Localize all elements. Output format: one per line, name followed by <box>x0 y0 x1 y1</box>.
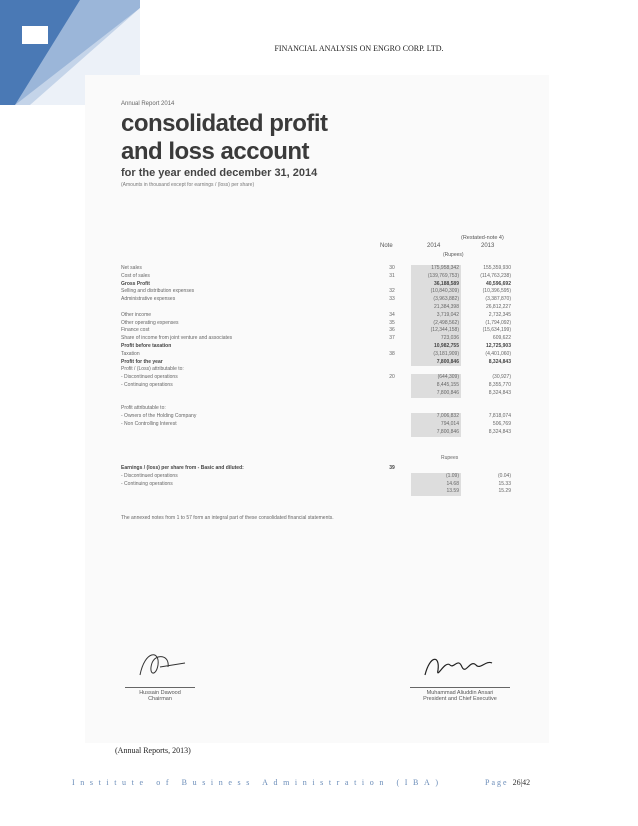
signature-ceo <box>410 645 510 702</box>
signature-ceo-name: Muhammad Aliuddin Ansari <box>426 690 494 696</box>
table-row <box>121 405 521 413</box>
row-value-2014: (3,181,909) <box>411 351 461 359</box>
row-value-2013: 40,596,692 <box>485 280 511 287</box>
row-label: - Discontinued operations <box>121 472 178 479</box>
row-note: 39 <box>389 465 395 471</box>
row-value-2013: (1,794,092) <box>485 319 511 326</box>
row-value-2013: 8,324,843 <box>488 389 511 396</box>
table-row <box>121 374 521 382</box>
corner-box <box>22 26 48 44</box>
annual-report-label: Annual Report 2014 <box>121 101 175 107</box>
row-label: Profit attributable to: <box>121 405 166 412</box>
row-label: - Non Controlling Interest <box>121 420 177 427</box>
row-value-2014: (3,963,882) <box>411 296 461 304</box>
row-note: 31 <box>389 272 395 279</box>
row-label: Earnings / (loss) per share from - Basic and diluted: <box>121 465 244 471</box>
col-2013-header: 2013 <box>481 243 495 249</box>
table-row <box>121 390 521 398</box>
row-note: 36 <box>389 327 395 334</box>
rupees-header: (Rupees) <box>443 252 464 258</box>
page-header-title: FINANCIAL ANALYSIS ON ENGRO CORP. LTD. <box>274 44 444 53</box>
row-value-2014: (10,840,309) <box>411 288 461 296</box>
row-note: 33 <box>389 296 395 303</box>
row-value-2014: 13.59 <box>411 488 461 496</box>
row-label: Profit before taxation <box>121 342 172 349</box>
row-value-2013: 8,355,770 <box>488 381 511 388</box>
row-value-2013: 506,769 <box>492 420 511 427</box>
row-value-2013: (15,634,199) <box>482 327 511 334</box>
row-value-2014: (139,769,753) <box>411 273 461 281</box>
figure-caption: (Annual Reports, 2013) <box>115 746 191 755</box>
signature-chairman-name: Hussain Dawood <box>139 690 181 696</box>
row-label: Administrative expenses <box>121 296 176 303</box>
row-label: Cost of sales <box>121 272 150 279</box>
row-value-2013: 12,725,903 <box>485 342 511 349</box>
signature-chairman <box>125 645 195 702</box>
row-label: - Continuing operations <box>121 381 173 388</box>
row-value-2013: 7,818,074 <box>488 413 511 420</box>
statement-subtitle: for the year ended december 31, 2014 <box>121 167 318 179</box>
amounts-note: (Amounts in thousand except for earnings / (loss) per share) <box>121 182 255 188</box>
table-row <box>121 465 521 473</box>
row-value-2013: 15.33 <box>498 480 511 487</box>
row-value-2014: (2,498,562) <box>411 320 461 328</box>
row-value-2014: 794,014 <box>411 421 461 429</box>
table-row <box>121 296 521 304</box>
table-row <box>121 265 521 273</box>
row-value-2014: 7,800,846 <box>411 390 461 398</box>
row-value-2014: 10,982,755 <box>411 343 461 351</box>
row-note: 35 <box>389 319 395 326</box>
row-label: Profit for the year <box>121 358 163 365</box>
row-value-2013: 2,732,345 <box>488 311 511 318</box>
row-note: 32 <box>389 288 395 295</box>
row-value-2013: 26,812,227 <box>485 303 511 310</box>
row-value-2014: 7,800,846 <box>411 429 461 437</box>
table-row <box>121 488 521 496</box>
row-value-2013: (114,763,238) <box>480 272 511 279</box>
table-row <box>121 429 521 437</box>
row-value-2014: (12,344,158) <box>411 327 461 335</box>
row-value-2013: 8,324,843 <box>488 358 511 365</box>
row-value-2013: 15.29 <box>498 488 511 495</box>
row-value-2014: 7,006,832 <box>411 413 461 421</box>
table-row <box>121 421 521 429</box>
row-label: Net sales <box>121 265 142 271</box>
row-label: Finance cost <box>121 327 150 334</box>
row-value-2013: (4,401,060) <box>485 350 511 357</box>
row-value-2014: (1.09) <box>411 473 461 481</box>
table-row <box>121 304 521 312</box>
table-row <box>121 366 521 374</box>
row-value-2013: (10,396,595) <box>482 288 511 295</box>
row-value-2013: 155,359,930 <box>483 265 511 271</box>
statement-footnote: The annexed notes from 1 to 57 form an integral part of these consolidated financial statements. <box>121 515 334 521</box>
row-value-2013: 609,622 <box>492 335 511 342</box>
table-row <box>121 273 521 281</box>
row-note: 37 <box>389 335 395 342</box>
table-row <box>121 327 521 335</box>
statement-title-line1: consolidated profit <box>121 110 328 137</box>
table-row <box>121 343 521 351</box>
row-note: 20 <box>389 374 395 381</box>
table-row <box>121 351 521 359</box>
signature-chairman-mark <box>130 645 190 685</box>
row-note: 34 <box>389 311 395 318</box>
row-label: Share of income from joint venture and associates <box>121 335 233 342</box>
signature-ceo-title: President and Chief Executive <box>423 696 497 702</box>
row-label: - Discontinued operations <box>121 374 178 381</box>
table-row <box>121 288 521 296</box>
signature-chairman-title: Chairman <box>148 696 172 702</box>
row-note: 30 <box>389 265 395 271</box>
table-row <box>121 382 521 390</box>
col-note-header: Note <box>380 243 393 249</box>
row-label: Profit / (Loss) attributable to: <box>121 366 184 373</box>
col-2014-header: 2014 <box>427 243 441 249</box>
statement-title-line2: and loss account <box>121 138 310 165</box>
footer-page-label: Page <box>485 778 509 787</box>
row-label: - Continuing operations <box>121 480 173 487</box>
signature-ceo-mark <box>420 645 500 685</box>
table-row <box>121 359 521 367</box>
scanned-statement-image <box>85 75 549 743</box>
row-value-2014: 8,445,155 <box>411 382 461 390</box>
row-label: Taxation <box>121 350 140 357</box>
row-value-2013: (30,927) <box>492 374 511 381</box>
statement-table <box>121 235 521 495</box>
row-value-2014: 21,384,398 <box>411 304 461 312</box>
table-row <box>121 398 521 406</box>
row-value-2014: 7,800,846 <box>411 359 461 367</box>
col-restated-header: (Restated-note 4) <box>461 235 504 241</box>
row-value-2013: 8,324,843 <box>488 428 511 435</box>
table-row <box>121 312 521 320</box>
table-row <box>121 281 521 289</box>
row-value-2014: 3,719,042 <box>411 312 461 320</box>
row-label: Other income <box>121 311 152 318</box>
footer-page-number: 26|42 <box>512 778 531 787</box>
table-row <box>121 473 521 481</box>
table-row <box>121 335 521 343</box>
rupees-label: Rupees <box>441 455 459 461</box>
footer-institute: Institute of Business Administration (IBA) <box>72 778 444 787</box>
row-label: Gross Profit <box>121 280 150 287</box>
table-row <box>121 320 521 328</box>
row-label: Selling and distribution expenses <box>121 288 195 295</box>
row-value-2014: (644,309) <box>411 374 461 382</box>
row-value-2013: (3,387,870) <box>485 296 511 303</box>
row-value-2014: 14.68 <box>411 481 461 489</box>
row-value-2014: 36,188,589 <box>411 281 461 289</box>
footer-page <box>485 778 530 787</box>
row-value-2013: (0.04) <box>497 472 511 479</box>
table-row <box>121 413 521 421</box>
row-value-2014: 723,036 <box>411 335 461 343</box>
row-value-2014: 175,958,342 <box>411 265 461 273</box>
table-row <box>121 481 521 489</box>
row-label: - Owners of the Holding Company <box>121 413 197 420</box>
row-label: Other operating expenses <box>121 319 179 326</box>
row-note: 38 <box>389 350 395 357</box>
